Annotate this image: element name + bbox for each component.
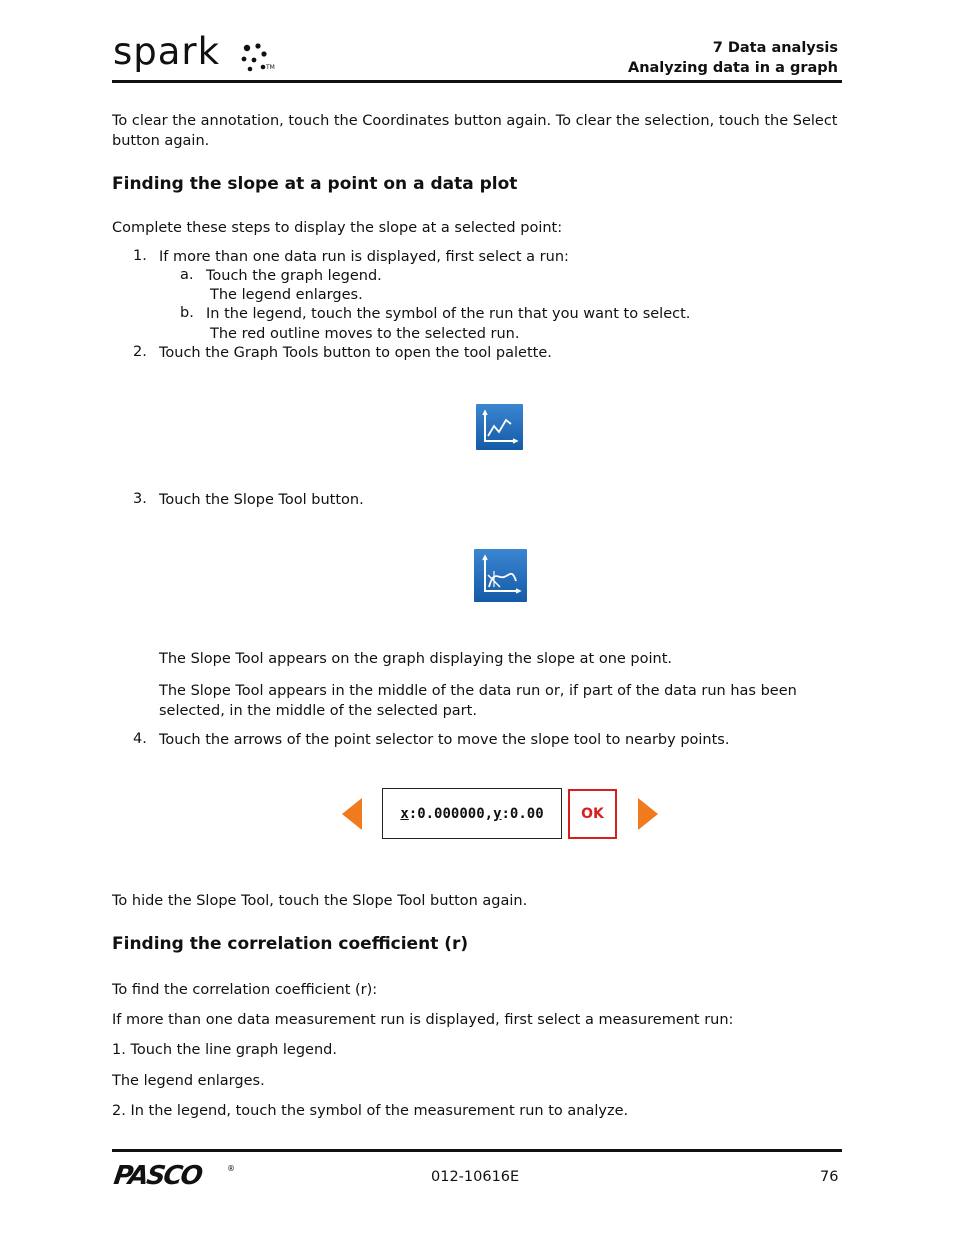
step-3-text: Touch the Slope Tool button. xyxy=(159,492,364,508)
x-label: x xyxy=(400,805,409,822)
step-4-text: Touch the arrows of the point selector to move the slope tool to nearby points. xyxy=(159,732,730,748)
header-section: Analyzing data in a graph xyxy=(627,60,838,76)
correlation-line-1: To find the correlation coefficient (r): xyxy=(112,982,378,998)
doc-number: 012-10616E xyxy=(431,1169,520,1185)
slope-heading: Finding the slope at a point on a data plot xyxy=(112,174,518,194)
step-number: 2. xyxy=(133,344,147,360)
step-number: 4. xyxy=(133,731,147,747)
slope-tool-middle: The Slope Tool appears in the middle of the data run or, if part of the data run has been selected, in the middle of the selected part. xyxy=(159,683,797,719)
correlation-heading: Finding the correlation coefficient (r) xyxy=(112,934,469,954)
trademark-mark: TM xyxy=(266,64,275,71)
slope-tool-appears: The Slope Tool appears on the graph displaying the slope at one point. xyxy=(159,651,673,667)
intro-paragraph: To clear the annotation, touch the Coordinates button again. To clear the selection, touch the Select button again. xyxy=(112,113,838,149)
correlation-line-4: The legend enlarges. xyxy=(112,1073,265,1089)
header-chapter: 7 Data analysis xyxy=(712,40,838,56)
substep-letter: b. xyxy=(180,305,194,321)
step-1a-text: Touch the graph legend. xyxy=(206,268,382,284)
hide-slope-tool: To hide the Slope Tool, touch the Slope Tool button again. xyxy=(112,893,528,909)
point-coordinate-display xyxy=(382,788,562,839)
right-arrow-icon[interactable] xyxy=(638,798,658,830)
y-label: y xyxy=(493,805,502,822)
pasco-logo: PASCO xyxy=(111,1161,203,1191)
step-2-text: Touch the Graph Tools button to open the tool palette. xyxy=(159,345,552,361)
correlation-line-2: If more than one data measurement run is displayed, first select a measurement run: xyxy=(112,1012,734,1028)
page-number: 76 xyxy=(820,1169,839,1185)
correlation-line-3: 1. Touch the line graph legend. xyxy=(112,1042,337,1058)
step-1-text: If more than one data run is displayed, first select a run: xyxy=(159,249,569,265)
left-arrow-icon[interactable] xyxy=(342,798,362,830)
step-1b-text: In the legend, touch the symbol of the run that you want to select. xyxy=(206,306,691,322)
step-number: 1. xyxy=(133,248,147,264)
y-value: :0.00 xyxy=(501,805,544,822)
correlation-line-5: 2. In the legend, touch the symbol of the measurement run to analyze. xyxy=(112,1103,629,1119)
slope-tool-icon[interactable] xyxy=(474,549,527,602)
step-number: 3. xyxy=(133,491,147,507)
slope-lead: Complete these steps to display the slope at a selected point: xyxy=(112,220,563,236)
step-1a-result: The legend enlarges. xyxy=(210,287,363,303)
ok-button[interactable]: OK xyxy=(568,789,617,839)
graph-tools-icon[interactable] xyxy=(476,404,523,450)
x-value: :0.000000, xyxy=(408,805,494,822)
registered-mark: ® xyxy=(227,1164,235,1173)
spark-logo-text: spark xyxy=(113,30,221,73)
substep-letter: a. xyxy=(180,267,194,283)
footer-rule xyxy=(112,1149,842,1152)
step-1b-result: The red outline moves to the selected run. xyxy=(210,326,520,342)
header-rule xyxy=(112,80,842,83)
